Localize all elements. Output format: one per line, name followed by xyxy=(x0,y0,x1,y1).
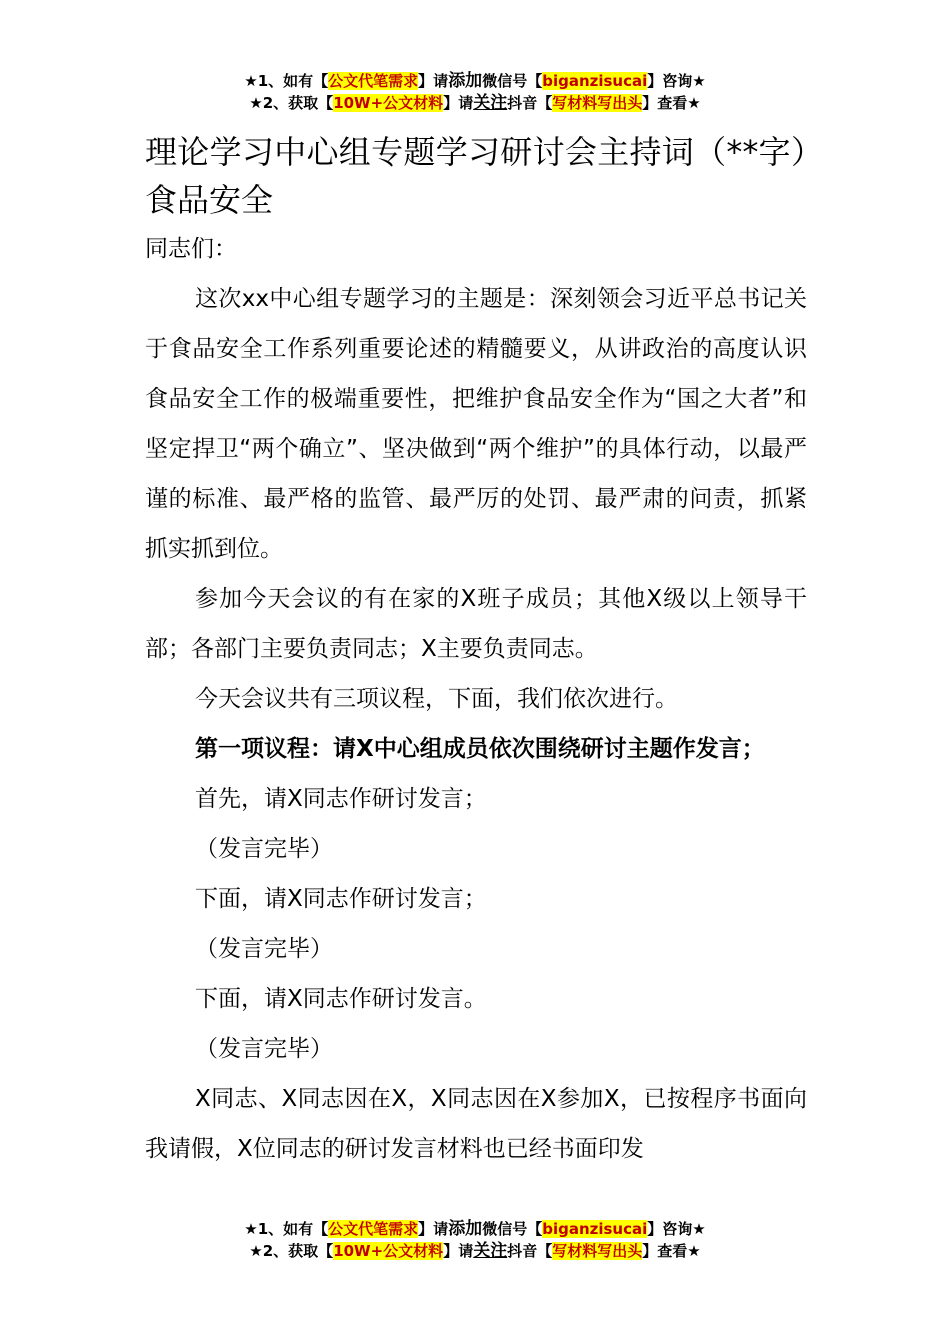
paragraph-agenda-intro: 今天会议共有三项议程，下面，我们依次进行。 xyxy=(195,686,678,712)
banner-line-2 xyxy=(0,1240,950,1262)
salutation: 同志们： xyxy=(145,236,237,262)
banner-highlight: 10W+公文材料 xyxy=(333,94,444,112)
banner-highlight: 写材料写出头 xyxy=(552,1242,643,1260)
banner-text: 】查看★ xyxy=(642,94,701,112)
banner-text: 】请 xyxy=(443,1242,474,1260)
banner-line-2 xyxy=(0,92,950,114)
banner-highlight: biganzisucai xyxy=(542,1220,648,1238)
banner-text: ★2、获取【 xyxy=(249,94,334,112)
banner-text: ★2、获取【 xyxy=(249,1242,334,1260)
speech-line: 下面，请X同志作研讨发言。 xyxy=(195,986,487,1012)
banner-text: ★1、如有【 xyxy=(244,72,329,90)
paragraph-theme: 这次xx中心组专题学习的主题是：深刻领会习近平总书记关于食品安全工作系列重要论述的精髓要义，从讲政治的高度认识食品安全工作的极端重要性，把维护食品安全作为“国之大者”和坚定捍卫“两个确立”、坚决做到“两个维护”的具体行动，以最严谨的标准、最严格的监管、最严厉的处罚、最严肃的问责，抓紧抓实抓到位。 xyxy=(145,286,807,562)
speech-line: 首先，请X同志作研讨发言； xyxy=(195,786,487,812)
agenda-item-1: 第一项议程：请X中心组成员依次围绕研讨主题作发言； xyxy=(195,736,765,762)
speech-line: （发言完毕） xyxy=(195,1036,333,1062)
banner-highlight: biganzisucai xyxy=(542,72,648,90)
banner-text: 】请 xyxy=(418,1220,449,1238)
banner-line-1 xyxy=(0,1218,950,1240)
speech-line: 下面，请X同志作研讨发言； xyxy=(195,886,487,912)
bottom-banner xyxy=(0,1218,950,1262)
banner-emphasis: 添加 xyxy=(448,1219,483,1239)
document-body xyxy=(145,128,807,1174)
banner-highlight: 公文代笔需求 xyxy=(328,72,419,90)
banner-line-1 xyxy=(0,70,950,92)
banner-text: 】咨询★ xyxy=(647,72,706,90)
banner-highlight: 写材料写出头 xyxy=(552,94,643,112)
banner-text: 】请 xyxy=(418,72,449,90)
speech-line: （发言完毕） xyxy=(195,836,333,862)
paragraph-attendees: 参加今天会议的有在家的X班子成员；其他X级以上领导干部；各部门主要负责同志；X主要负责同志。 xyxy=(145,586,807,662)
banner-highlight: 10W+公文材料 xyxy=(333,1242,444,1260)
banner-text: 】咨询★ xyxy=(647,1220,706,1238)
banner-highlight: 公文代笔需求 xyxy=(328,1220,419,1238)
paragraph-leave: X同志、X同志因在X，X同志因在X参加X，已按程序书面向我请假，X位同志的研讨发言材料也已经书面印发 xyxy=(145,1086,807,1162)
banner-text: 微信号【 xyxy=(482,1220,543,1238)
top-banner xyxy=(0,70,950,114)
banner-text: 】查看★ xyxy=(642,1242,701,1260)
speech-line: （发言完毕） xyxy=(195,936,333,962)
banner-emphasis: 添加 xyxy=(448,71,483,91)
banner-text: ★1、如有【 xyxy=(244,1220,329,1238)
banner-emphasis: 关注 xyxy=(473,1241,508,1261)
banner-text: 抖音【 xyxy=(507,94,553,112)
document-title: 理论学习中心组专题学习研讨会主持词（**字）食品安全 xyxy=(145,133,807,219)
banner-text: 微信号【 xyxy=(482,72,543,90)
banner-text: 抖音【 xyxy=(507,1242,553,1260)
banner-emphasis: 关注 xyxy=(473,93,508,113)
banner-text: 】请 xyxy=(443,94,474,112)
